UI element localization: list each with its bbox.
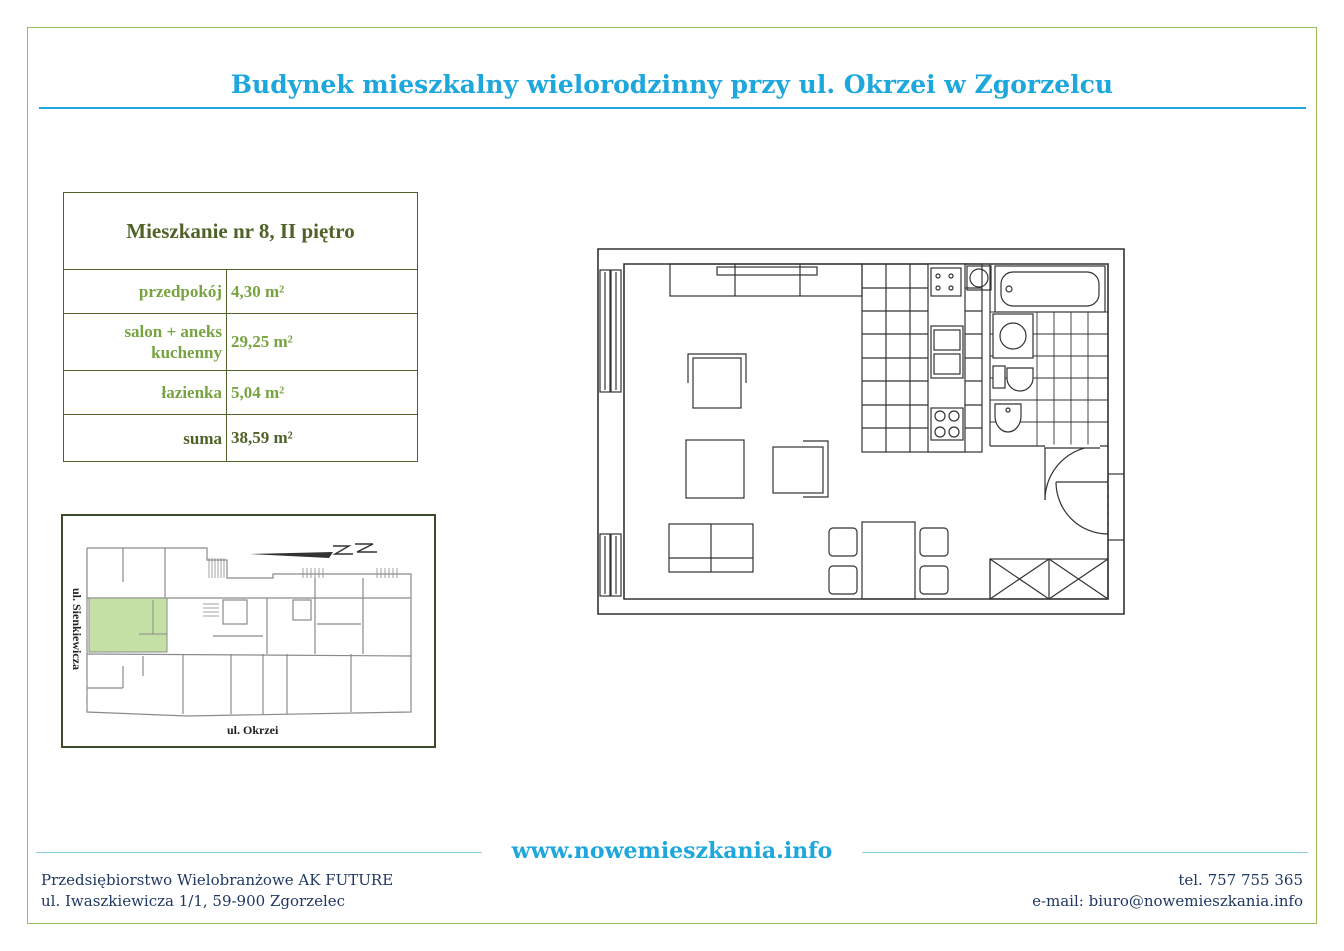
apartment-heading: Mieszkanie nr 8, II piętro [64, 193, 418, 270]
table-row-total [64, 415, 418, 462]
footer-website-link[interactable]: www.nowemieszkania.info [511, 838, 833, 864]
dining-table [862, 522, 915, 599]
company-address: ul. Iwaszkiewicza 1/1, 59-900 Zgorzelec [41, 892, 346, 910]
coffee-table [686, 440, 744, 498]
table-row [64, 270, 418, 314]
floor-plan [597, 248, 1127, 620]
area-table [63, 192, 418, 462]
key-plan [61, 514, 436, 748]
washing-machine [993, 314, 1033, 358]
armchair [693, 358, 741, 408]
street-label-left: ul. Sienkiewicza [70, 588, 84, 671]
armchair [773, 447, 823, 493]
chair [920, 528, 948, 556]
north-arrow-icon [249, 544, 377, 558]
bathroom-door [1045, 446, 1099, 500]
apartment-highlight [89, 598, 167, 652]
table-row [64, 314, 418, 371]
entrance-door [1056, 482, 1108, 534]
table-header-row [64, 193, 418, 270]
company-name: Przedsiębiorstwo Wielobranżowe AK FUTURE [41, 871, 394, 889]
footer-divider-right [862, 852, 1308, 853]
title-underline [39, 107, 1306, 109]
page-title: Budynek mieszkalny wielorodzinny przy ul. Okrzei w Zgorzelcu [230, 70, 1114, 99]
floor-plan-drawing [597, 248, 1127, 616]
toilet [1007, 368, 1033, 391]
street-label-bottom: ul. Okrzei [227, 723, 279, 737]
room-label: przedpokój [64, 270, 227, 314]
table-row [64, 371, 418, 415]
total-area: 38,59 m² [227, 415, 418, 462]
wardrobe [670, 264, 862, 296]
phone-number: tel. 757 755 365 [1178, 871, 1303, 889]
room-area: 5,04 m² [227, 371, 418, 415]
chair [920, 566, 948, 594]
email-address[interactable]: e-mail: biuro@nowemieszkania.info [1032, 892, 1303, 910]
key-plan-drawing [63, 516, 434, 746]
chair [829, 528, 857, 556]
chair [829, 566, 857, 594]
room-label: salon + aneks kuchenny [64, 314, 227, 371]
room-area: 4,30 m² [227, 270, 418, 314]
room-label: łazienka [64, 371, 227, 415]
room-area: 29,25 m² [227, 314, 418, 371]
total-label: suma [64, 415, 227, 462]
footer-divider-left [36, 852, 482, 853]
